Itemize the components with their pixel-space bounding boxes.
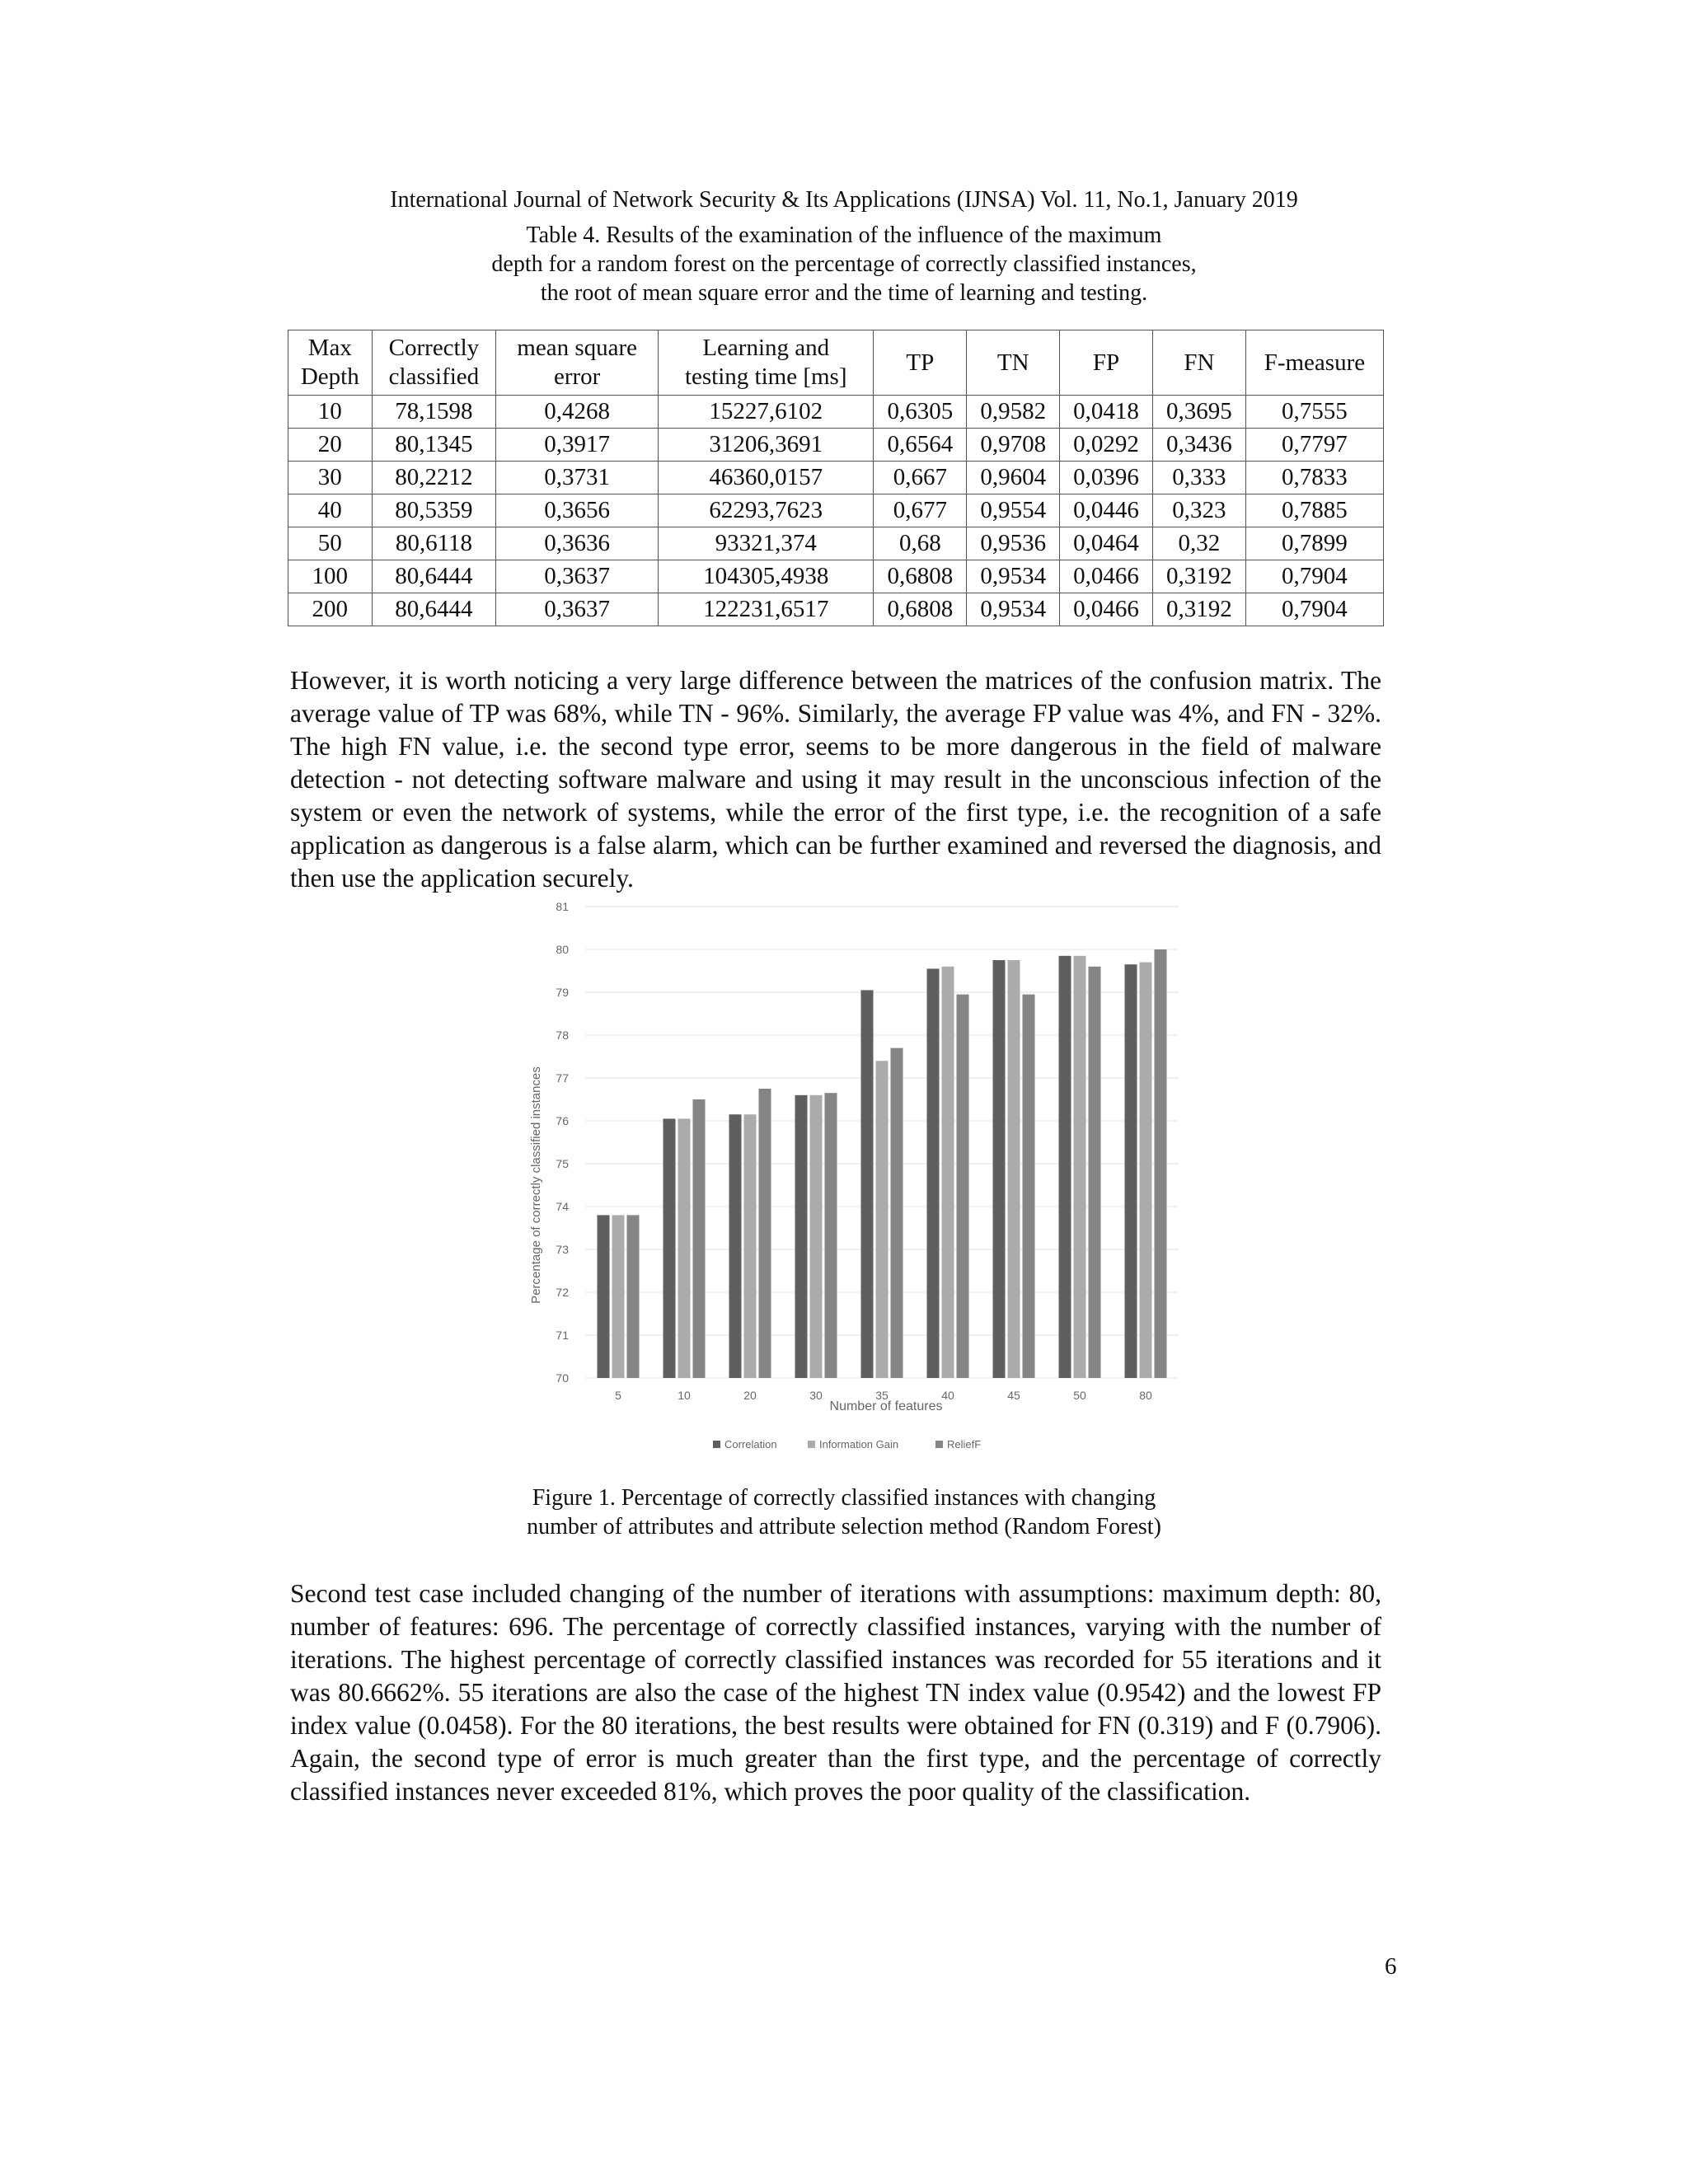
x-tick-label: 40 xyxy=(941,1389,954,1402)
y-tick-label: 70 xyxy=(556,1371,569,1385)
figure-caption-line: number of attributes and attribute selection method (Random Forest) xyxy=(527,1514,1161,1540)
table-cell: 0,32 xyxy=(1152,527,1245,560)
bar-information-gain xyxy=(744,1114,757,1378)
bar-relieff xyxy=(627,1215,640,1378)
table-cell: 122231,6517 xyxy=(659,593,874,626)
table-cell: 0,7904 xyxy=(1245,560,1383,593)
table-cell: 0,9708 xyxy=(967,429,1060,462)
x-tick-label: 10 xyxy=(678,1389,691,1402)
bar-information-gain xyxy=(1008,960,1020,1378)
table-cell: 0,0466 xyxy=(1060,560,1153,593)
bar-correlation xyxy=(1125,964,1137,1378)
journal-header: International Journal of Network Security & Its Applications (IJNSA) Vol. 11, No.1, January 2019 xyxy=(390,187,1298,213)
legend-label: Correlation xyxy=(724,1438,777,1451)
x-tick-label: 50 xyxy=(1073,1389,1086,1402)
table-cell: 0,0464 xyxy=(1060,527,1153,560)
bar-correlation xyxy=(795,1095,808,1378)
legend-item xyxy=(935,1438,981,1451)
y-tick-label: 81 xyxy=(556,900,569,913)
y-tick-label: 78 xyxy=(556,1029,569,1042)
x-tick-label: 35 xyxy=(875,1389,889,1402)
page-number: 6 xyxy=(1385,1953,1397,1980)
table-caption-line: Table 4. Results of the examination of the influence of the maximum xyxy=(526,223,1162,248)
legend-swatch xyxy=(713,1441,720,1448)
table-cell: 0,3636 xyxy=(496,527,659,560)
table-cell: 80,5359 xyxy=(372,494,496,527)
bar-correlation xyxy=(1059,956,1071,1378)
table-cell: 0,3917 xyxy=(496,429,659,462)
table-cell: 0,3656 xyxy=(496,494,659,527)
table-cell: 0,9536 xyxy=(967,527,1060,560)
table-row xyxy=(288,396,1384,429)
table-cell: 80,1345 xyxy=(372,429,496,462)
y-axis-label: Percentage of correctly classified instances xyxy=(529,1066,543,1304)
table-header-row xyxy=(288,330,1384,396)
table-cell: 40 xyxy=(288,494,373,527)
y-tick-label: 71 xyxy=(556,1329,569,1342)
table-cell: 80,2212 xyxy=(372,462,496,494)
col-header-correctly-classified: Correctly classified xyxy=(372,330,496,396)
table-cell: 104305,4938 xyxy=(659,560,874,593)
table-cell: 0,7904 xyxy=(1245,593,1383,626)
col-header-tn: TN xyxy=(967,330,1060,396)
y-tick-label: 73 xyxy=(556,1243,569,1256)
table-cell: 46360,0157 xyxy=(659,462,874,494)
table-cell: 0,3637 xyxy=(496,593,659,626)
bar-information-gain xyxy=(1074,956,1086,1378)
table-cell: 30 xyxy=(288,462,373,494)
bar-correlation xyxy=(598,1215,610,1378)
bar-information-gain xyxy=(942,967,954,1378)
body-paragraph: However, it is worth noticing a very large difference between the matrices of the confusion matrix. The average value of TP was 68%, while TN - 96%. Similarly, the average FP value was 4%, and FN - 32%. The high FN value, i.e. the second type error, seems to be more dangerous in the field of malware detection - not detecting software malware and using it may result in the unconscious infection of the system or even the network of systems, while the error of the first type, i.e. the recognition of a safe application as dangerous is a false alarm, which can be further examined and reversed the diagnosis, and then use the application securely. xyxy=(290,666,1381,893)
table-cell: 0,6808 xyxy=(874,593,967,626)
table-cell: 0,9604 xyxy=(967,462,1060,494)
table-row xyxy=(288,593,1384,626)
col-header-fn: FN xyxy=(1152,330,1245,396)
table-cell: 0,677 xyxy=(874,494,967,527)
bar-correlation xyxy=(861,990,874,1378)
table-cell: 0,3637 xyxy=(496,560,659,593)
bar-correlation xyxy=(927,968,940,1378)
table-row xyxy=(288,462,1384,494)
table-cell: 0,7833 xyxy=(1245,462,1383,494)
table-cell: 0,3436 xyxy=(1152,429,1245,462)
col-header-f-measure: F-measure xyxy=(1245,330,1383,396)
bar-information-gain xyxy=(678,1118,691,1378)
table-cell: 0,3192 xyxy=(1152,560,1245,593)
y-tick-label: 80 xyxy=(556,943,569,956)
table-cell: 0,9554 xyxy=(967,494,1060,527)
y-axis-ticks xyxy=(556,900,569,1385)
table-cell: 0,0292 xyxy=(1060,429,1153,462)
table-caption-line: depth for a random forest on the percentage of correctly classified instances, xyxy=(491,251,1197,277)
chart-bars xyxy=(598,949,1167,1378)
bar-relieff xyxy=(693,1099,706,1378)
table-cell: 0,7555 xyxy=(1245,396,1383,429)
y-tick-label: 76 xyxy=(556,1114,569,1127)
y-tick-label: 74 xyxy=(556,1200,569,1213)
y-tick-label: 77 xyxy=(556,1071,569,1085)
bar-chart xyxy=(511,895,1203,1472)
table-cell: 0,333 xyxy=(1152,462,1245,494)
table-cell: 0,0446 xyxy=(1060,494,1153,527)
x-tick-label: 30 xyxy=(809,1389,823,1402)
table-cell: 0,7797 xyxy=(1245,429,1383,462)
table-cell: 0,3695 xyxy=(1152,396,1245,429)
body-paragraph: Second test case included changing of the number of iterations with assumptions: maximum depth: 80, number of features: 696. The percentage of correctly classified instances, varying with the number of iterations. The highest percentage of correctly classified instances was recorded for 55 iterations and it was 80.6662%. 55 iterations are also the case of the highest TN index value (0.9542) and the lowest FP index value (0.0458). For the 80 iterations, the best results were obtained for FN (0.319) and F (0.7906). Again, the second type of error is much greater than the first type, and the percentage of correctly classified instances never exceeded 81%, which proves the poor quality of the classification. xyxy=(290,1579,1381,1806)
table-cell: 0,0466 xyxy=(1060,593,1153,626)
bar-relieff xyxy=(759,1089,771,1378)
table-cell: 62293,7623 xyxy=(659,494,874,527)
table-cell: 0,6564 xyxy=(874,429,967,462)
legend-label: ReliefF xyxy=(947,1438,982,1451)
table-cell: 80,6118 xyxy=(372,527,496,560)
table-cell: 0,0418 xyxy=(1060,396,1153,429)
bar-relieff xyxy=(825,1093,837,1378)
table-row xyxy=(288,429,1384,462)
bar-relieff xyxy=(957,995,969,1378)
bar-information-gain xyxy=(810,1095,823,1378)
table-cell: 0,6305 xyxy=(874,396,967,429)
table-cell: 78,1598 xyxy=(372,396,496,429)
table-cell: 0,9582 xyxy=(967,396,1060,429)
chart-legend xyxy=(713,1438,981,1451)
table-cell: 0,667 xyxy=(874,462,967,494)
legend-swatch xyxy=(808,1441,815,1448)
bar-relieff xyxy=(1089,967,1101,1378)
table-caption-line: the root of mean square error and the time of learning and testing. xyxy=(540,280,1148,306)
table-row xyxy=(288,560,1384,593)
table-body xyxy=(288,396,1384,626)
bar-relieff xyxy=(1023,995,1035,1378)
col-header-learning-time: Learning and testing time [ms] xyxy=(659,330,874,396)
bar-information-gain xyxy=(876,1061,889,1378)
col-header-mean-square-error: mean square error xyxy=(496,330,659,396)
x-tick-label: 80 xyxy=(1139,1389,1152,1402)
legend-label: Information Gain xyxy=(819,1438,899,1451)
col-header-tp: TP xyxy=(874,330,967,396)
table-row xyxy=(288,527,1384,560)
table-row xyxy=(288,494,1384,527)
table-cell: 0,6808 xyxy=(874,560,967,593)
table-cell: 15227,6102 xyxy=(659,396,874,429)
table-cell: 93321,374 xyxy=(659,527,874,560)
table-cell: 80,6444 xyxy=(372,593,496,626)
table-cell: 0,3731 xyxy=(496,462,659,494)
col-header-max-depth: Max Depth xyxy=(288,330,373,396)
table-cell: 50 xyxy=(288,527,373,560)
legend-item xyxy=(713,1438,777,1451)
table-cell: 0,323 xyxy=(1152,494,1245,527)
table-cell: 0,7885 xyxy=(1245,494,1383,527)
y-tick-label: 79 xyxy=(556,986,569,999)
col-header-fp: FP xyxy=(1060,330,1153,396)
results-table xyxy=(288,330,1384,626)
table-cell: 0,68 xyxy=(874,527,967,560)
table-cell: 80,6444 xyxy=(372,560,496,593)
table-cell: 0,9534 xyxy=(967,560,1060,593)
bar-relieff xyxy=(1155,949,1167,1378)
table-caption xyxy=(0,221,1688,307)
table-cell: 10 xyxy=(288,396,373,429)
legend-swatch xyxy=(935,1441,943,1448)
bar-information-gain xyxy=(1140,963,1152,1378)
y-tick-label: 72 xyxy=(556,1286,569,1299)
y-tick-label: 75 xyxy=(556,1157,569,1170)
bar-correlation xyxy=(729,1114,742,1378)
table-cell: 0,7899 xyxy=(1245,527,1383,560)
table-cell: 0,4268 xyxy=(496,396,659,429)
x-tick-label: 5 xyxy=(615,1389,621,1402)
table-cell: 0,0396 xyxy=(1060,462,1153,494)
bar-correlation xyxy=(663,1118,676,1378)
figure-caption-line: Figure 1. Percentage of correctly classified instances with changing xyxy=(532,1485,1156,1511)
bar-correlation xyxy=(993,960,1006,1378)
x-axis-label: Number of features xyxy=(829,1399,943,1413)
table-cell: 100 xyxy=(288,560,373,593)
legend-item xyxy=(808,1438,898,1451)
x-tick-label: 20 xyxy=(743,1389,757,1402)
table-cell: 20 xyxy=(288,429,373,462)
figure-caption xyxy=(0,1483,1688,1541)
table-cell: 31206,3691 xyxy=(659,429,874,462)
table-cell: 200 xyxy=(288,593,373,626)
bar-information-gain xyxy=(612,1215,625,1378)
bar-relieff xyxy=(891,1048,903,1378)
x-tick-label: 45 xyxy=(1007,1389,1020,1402)
table-cell: 0,3192 xyxy=(1152,593,1245,626)
table-cell: 0,9534 xyxy=(967,593,1060,626)
